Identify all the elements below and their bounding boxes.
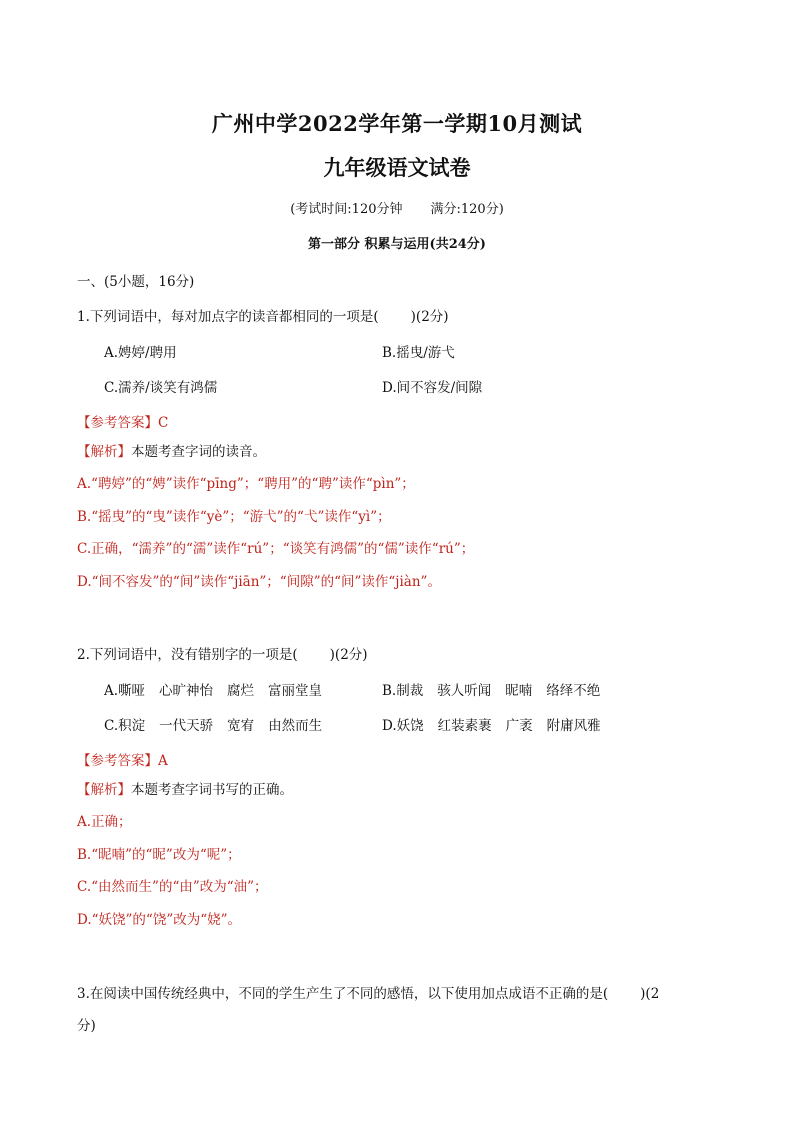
q2-answer-label: 【参考答案】 [77,753,158,769]
q2-option-b-term: 络绎不绝 [546,683,601,699]
exam-time: (考试时间:120分钟 [290,202,403,217]
q2-option-b-term: B.制裁 [382,683,424,699]
q1-explanation-b: B.“摇曳”的“曳”读作“yè”；“游弋”的“弋”读作“yì”； [77,509,391,525]
q1-explanation-d: D.“间不容发”的“间”读作“jiān”；“间隙”的“间”读作“jiàn”。 [77,574,441,590]
section-heading: 一、(5小题，16分) [77,274,195,290]
q2-option-a-term: A.嘶哑 [104,683,146,699]
q1-analysis-text: 本题考查字词的读音。 [131,444,266,460]
q2-option-c-term: 由然而生 [268,718,323,734]
q1-answer-label: 【参考答案】 [77,415,158,431]
q1-answer [77,411,168,431]
q2-option-d-term: D.妖饶 [382,718,424,734]
q2-stem [77,643,368,663]
q1-answer-value: C [158,415,169,431]
q2-option-a-term: 富丽堂皇 [268,683,323,699]
q1-explanation-c: C.正确，“濡养”的“濡”读作“rú”；“谈笑有鸿儒”的“儒”读作“rú”； [77,541,475,557]
q2-explanation-a: A.正确； [77,814,132,830]
q1-stem-score: )(2分) [410,309,449,325]
q2-analysis [77,778,293,798]
q1-stem-text: 1.下列词语中，每对加点字的读音都相同的一项是( [77,309,379,325]
q1-explanation-a: A.“聘婷”的“娉”读作“pīng”；“聘用”的“聘”读作“pìn”； [77,476,415,492]
q2-option-d-term: 附庸风雅 [546,718,601,734]
q2-answer-value: A [158,753,168,769]
part-title: 第一部分 积累与运用(共24分) [308,237,486,252]
q2-stem-text: 2.下列词语中，没有错别字的一项是( [77,647,298,663]
exam-info [0,198,794,217]
q2-option-a [104,679,336,699]
q2-option-c-term: 宽宥 [227,718,255,734]
q2-option-b-term: 骇人听闻 [437,683,492,699]
q1-option-d: D.间不容发/间隙 [382,380,483,396]
q3-stem-score: )(2 [640,986,660,1002]
q2-option-c-term: C.积淀 [104,718,146,734]
q2-option-c [104,714,336,734]
q1-option-b: B.摇曳/游弋 [382,345,455,361]
q1-analysis-label: 【解析】 [77,444,131,460]
exam-subtitle: 九年级语文试卷 [323,155,471,180]
q2-option-d-term: 广袤 [505,718,533,734]
q2-option-d [382,714,615,734]
exam-full-score: 满分:120分) [430,202,504,217]
q2-option-c-term: 一代天骄 [159,718,214,734]
q3-stem [77,982,659,1002]
q1-stem [77,305,449,325]
q1-analysis [77,440,266,460]
q2-option-a-term: 心旷神怡 [159,683,214,699]
exam-title: 广州中学2022学年第一学期10月测试 [211,111,583,136]
q2-explanation-b: B.“昵喃”的“昵”改为“呢”； [77,847,241,863]
q2-answer [77,749,168,769]
q3-stem-text: 3.在阅读中国传统经典中，不同的学生产生了不同的感悟，以下使用加点成语不正确的是( [77,986,609,1002]
q2-explanation-d: D.“妖饶”的“饶”改为“娆”。 [77,912,242,928]
q2-option-a-term: 腐烂 [227,683,255,699]
q2-option-b [382,679,614,699]
q2-stem-score: )(2分) [329,647,368,663]
q3-stem-continued: 分) [77,1018,96,1034]
q2-option-d-term: 红装素裹 [437,718,492,734]
q1-option-a: A.娉婷/聘用 [104,345,177,361]
q1-option-c: C.濡养/谈笑有鸿儒 [104,380,218,396]
q2-analysis-text: 本题考查字词书写的正确。 [131,782,293,798]
q2-option-b-term: 昵喃 [505,683,533,699]
q2-explanation-c: C.“由然而生”的“由”改为“油”； [77,879,268,895]
q2-analysis-label: 【解析】 [77,782,131,798]
